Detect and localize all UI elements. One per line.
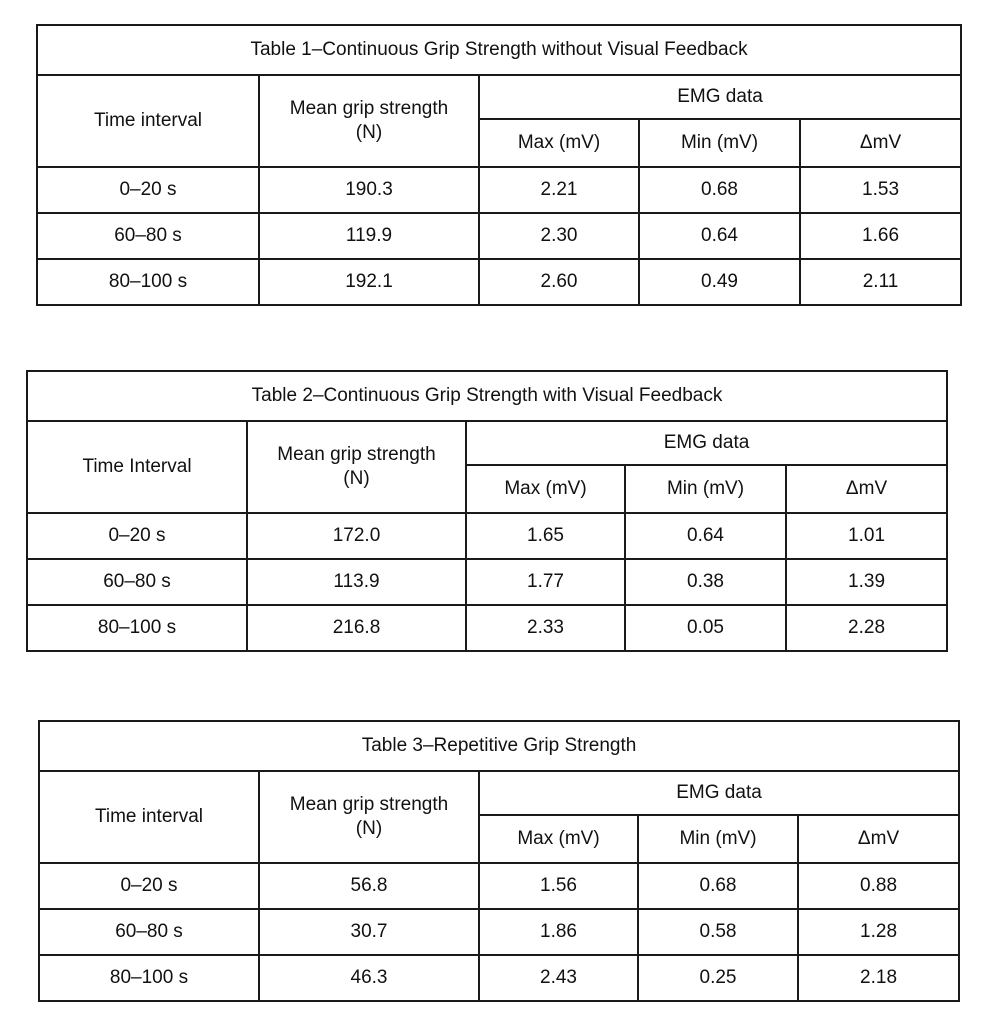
header-emg-data: EMG data <box>466 421 947 465</box>
cell-min: 0.68 <box>639 167 800 213</box>
header-emg-data: EMG data <box>479 75 961 119</box>
header-mean-unit: (N) <box>355 122 383 143</box>
cell-time: 60–80 s <box>39 909 259 955</box>
cell-time: 80–100 s <box>39 955 259 1001</box>
cell-time: 0–20 s <box>27 513 247 559</box>
cell-mean: 172.0 <box>247 513 466 559</box>
header-mean-unit: (N) <box>343 468 370 489</box>
header-min: Min (mV) <box>639 119 800 167</box>
cell-min: 0.68 <box>638 863 798 909</box>
cell-min: 0.38 <box>625 559 786 605</box>
header-max: Max (mV) <box>479 815 638 863</box>
table-row <box>27 605 947 651</box>
table-caption: Table 1–Continuous Grip Strength without Visual Feedback <box>37 25 961 75</box>
cell-delta: 1.66 <box>800 213 961 259</box>
cell-delta: 1.39 <box>786 559 947 605</box>
cell-delta: 2.11 <box>800 259 961 305</box>
cell-max: 1.86 <box>479 909 638 955</box>
table-1 <box>36 24 962 306</box>
table-2 <box>26 370 948 652</box>
cell-max: 2.30 <box>479 213 639 259</box>
cell-delta: 1.28 <box>798 909 959 955</box>
cell-mean: 216.8 <box>247 605 466 651</box>
cell-mean: 190.3 <box>259 167 479 213</box>
cell-mean: 46.3 <box>259 955 479 1001</box>
header-mean-grip-strength <box>247 421 466 513</box>
header-mean-unit: (N) <box>355 818 383 839</box>
cell-min: 0.25 <box>638 955 798 1001</box>
cell-time: 80–100 s <box>37 259 259 305</box>
cell-min: 0.64 <box>625 513 786 559</box>
header-min: Min (mV) <box>625 465 786 513</box>
cell-mean: 192.1 <box>259 259 479 305</box>
header-mean-label: Mean grip strength <box>277 444 436 465</box>
cell-min: 0.58 <box>638 909 798 955</box>
cell-max: 1.77 <box>466 559 625 605</box>
header-mean-label: Mean grip strength <box>289 794 449 815</box>
cell-min: 0.49 <box>639 259 800 305</box>
cell-max: 2.60 <box>479 259 639 305</box>
header-mean-grip-strength <box>259 75 479 167</box>
table-row <box>37 213 961 259</box>
cell-max: 2.43 <box>479 955 638 1001</box>
table-row <box>39 909 959 955</box>
cell-mean: 30.7 <box>259 909 479 955</box>
cell-delta: 2.18 <box>798 955 959 1001</box>
cell-delta: 1.53 <box>800 167 961 213</box>
header-time-interval: Time interval <box>39 771 259 863</box>
cell-max: 1.56 <box>479 863 638 909</box>
cell-delta: 0.88 <box>798 863 959 909</box>
cell-time: 60–80 s <box>27 559 247 605</box>
table-row <box>39 955 959 1001</box>
table-3 <box>38 720 960 1002</box>
cell-mean: 113.9 <box>247 559 466 605</box>
table-row <box>27 513 947 559</box>
cell-delta: 2.28 <box>786 605 947 651</box>
header-delta: ΔmV <box>786 465 947 513</box>
header-emg-data: EMG data <box>479 771 959 815</box>
cell-delta: 1.01 <box>786 513 947 559</box>
cell-time: 0–20 s <box>37 167 259 213</box>
header-max: Max (mV) <box>466 465 625 513</box>
header-min: Min (mV) <box>638 815 798 863</box>
header-time-interval: Time Interval <box>27 421 247 513</box>
table-caption: Table 3–Repetitive Grip Strength <box>39 721 959 771</box>
table-row <box>27 559 947 605</box>
header-time-interval: Time interval <box>37 75 259 167</box>
header-delta: ΔmV <box>798 815 959 863</box>
cell-mean: 119.9 <box>259 213 479 259</box>
cell-time: 0–20 s <box>39 863 259 909</box>
cell-max: 2.33 <box>466 605 625 651</box>
table-caption: Table 2–Continuous Grip Strength with Visual Feedback <box>27 371 947 421</box>
cell-time: 60–80 s <box>37 213 259 259</box>
cell-max: 2.21 <box>479 167 639 213</box>
table-row <box>39 863 959 909</box>
header-max: Max (mV) <box>479 119 639 167</box>
header-mean-grip-strength <box>259 771 479 863</box>
header-mean-label: Mean grip strength <box>289 98 449 119</box>
table-row <box>37 167 961 213</box>
cell-min: 0.64 <box>639 213 800 259</box>
cell-mean: 56.8 <box>259 863 479 909</box>
table-row <box>37 259 961 305</box>
header-delta: ΔmV <box>800 119 961 167</box>
cell-time: 80–100 s <box>27 605 247 651</box>
cell-max: 1.65 <box>466 513 625 559</box>
cell-min: 0.05 <box>625 605 786 651</box>
